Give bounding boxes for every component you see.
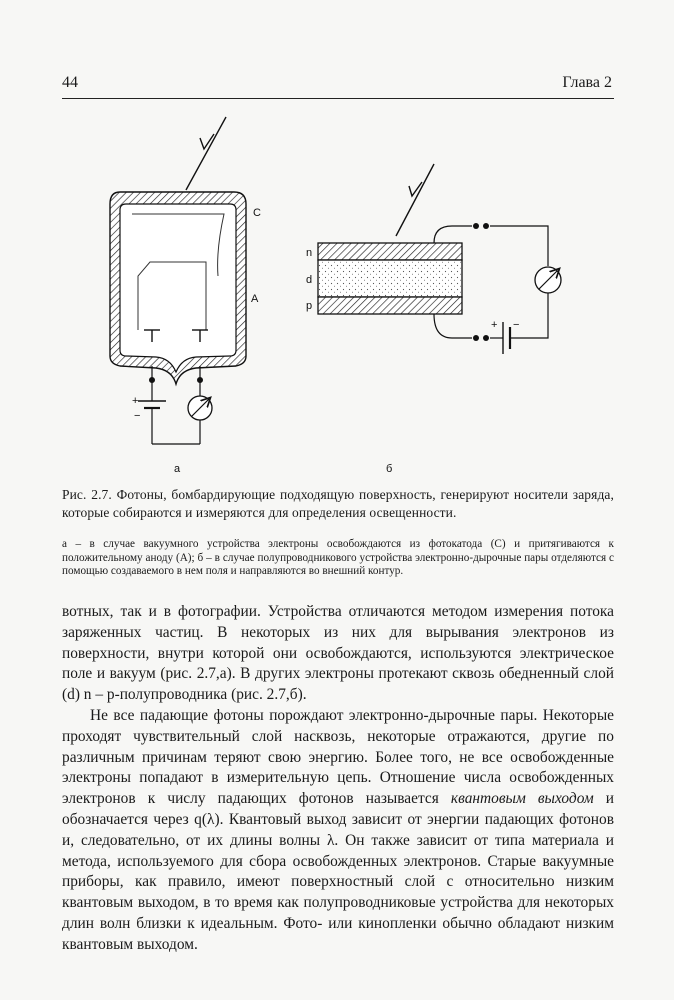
label-plus-b: + — [491, 319, 498, 331]
vacuum-tube-diagram — [110, 117, 261, 475]
figure-2-7 — [0, 100, 674, 480]
body-text — [62, 602, 614, 956]
figure-caption-note: а – в случае вакуумного устройства электроны освобождаются из фотокатода (С) и притягиваются к положительному аноду (А); б – в случае полупроводникового устройства электронно-дырочные пары отделяются с помощью создаваемого в нем поля и направляются во внешний контур. — [62, 538, 614, 578]
incident-photon-arrow-a — [186, 117, 226, 190]
chapter-title: Глава 2 — [562, 74, 612, 91]
label-cathode-c: C — [253, 207, 261, 219]
sublabel-b: б — [386, 463, 393, 475]
label-plus-a: + — [132, 395, 139, 407]
label-n: n — [306, 247, 313, 259]
n-layer — [318, 243, 462, 260]
terminal-right — [197, 377, 203, 383]
label-minus-a: − — [134, 410, 141, 422]
paragraph-2-end: и обозначается через q(λ). Квантовый выход зависит от энергии падающих фотонов и, следовательно, от их длины волны λ. Он также зависит от типа материала и метода, используемого для сбора освобожденных электронов. Старые вакуумные приборы, как правило, имеют поверхностный слой с относительно низким квантовым выходом, в то время как полупроводниковые устройства для некоторых длин волн близки к идеальным. Фото- или кинопленки обычно обладают низким квантовым выходом. — [62, 790, 615, 953]
header-rule — [62, 98, 614, 99]
label-anode-a: A — [251, 293, 259, 305]
incident-photon-arrow-b — [396, 164, 434, 236]
term-quantum-yield: квантовым выходом — [450, 790, 594, 808]
figure-caption: Рис. 2.7. Фотоны, бомбардирующие подходящую поверхность, генерируют носители заряда, которые собираются и измеряются для определения освещенности. — [62, 487, 614, 520]
terminal-left — [149, 377, 155, 383]
paragraph-1: вотных, так и в фотографии. Устройства отличаются методом измерения потока заряженных частиц. В некоторых из них для вырывания электронов из поверхности, внутри которой они освобождаются, используются электрическое поле и вакуум (рис. 2.7,а). В других электроны протекают сквозь обедненный слой (d) n – p-полупроводника (рис. 2.7,б). — [62, 603, 614, 704]
p-layer — [318, 297, 462, 314]
semiconductor-diagram — [306, 164, 561, 475]
depletion-layer — [318, 260, 462, 297]
sublabel-a: а — [174, 463, 181, 475]
label-minus-b: − — [513, 319, 520, 331]
paragraph-2-start: Не все падающие фотоны порождают электронно-дырочные пары. Некоторые проходят чувствительный слой насквозь, некоторые отражаются, другие по различным причинам теряют свою энергию. Более того, не все освобожденные электроны попадают в измерительную цепь. Отношение числа освобожденных электронов к числу падающих фотонов называется — [62, 706, 614, 808]
label-d: d — [306, 274, 313, 286]
page-number: 44 — [62, 74, 78, 91]
paragraph-2 — [62, 706, 614, 956]
label-p: p — [306, 300, 313, 312]
